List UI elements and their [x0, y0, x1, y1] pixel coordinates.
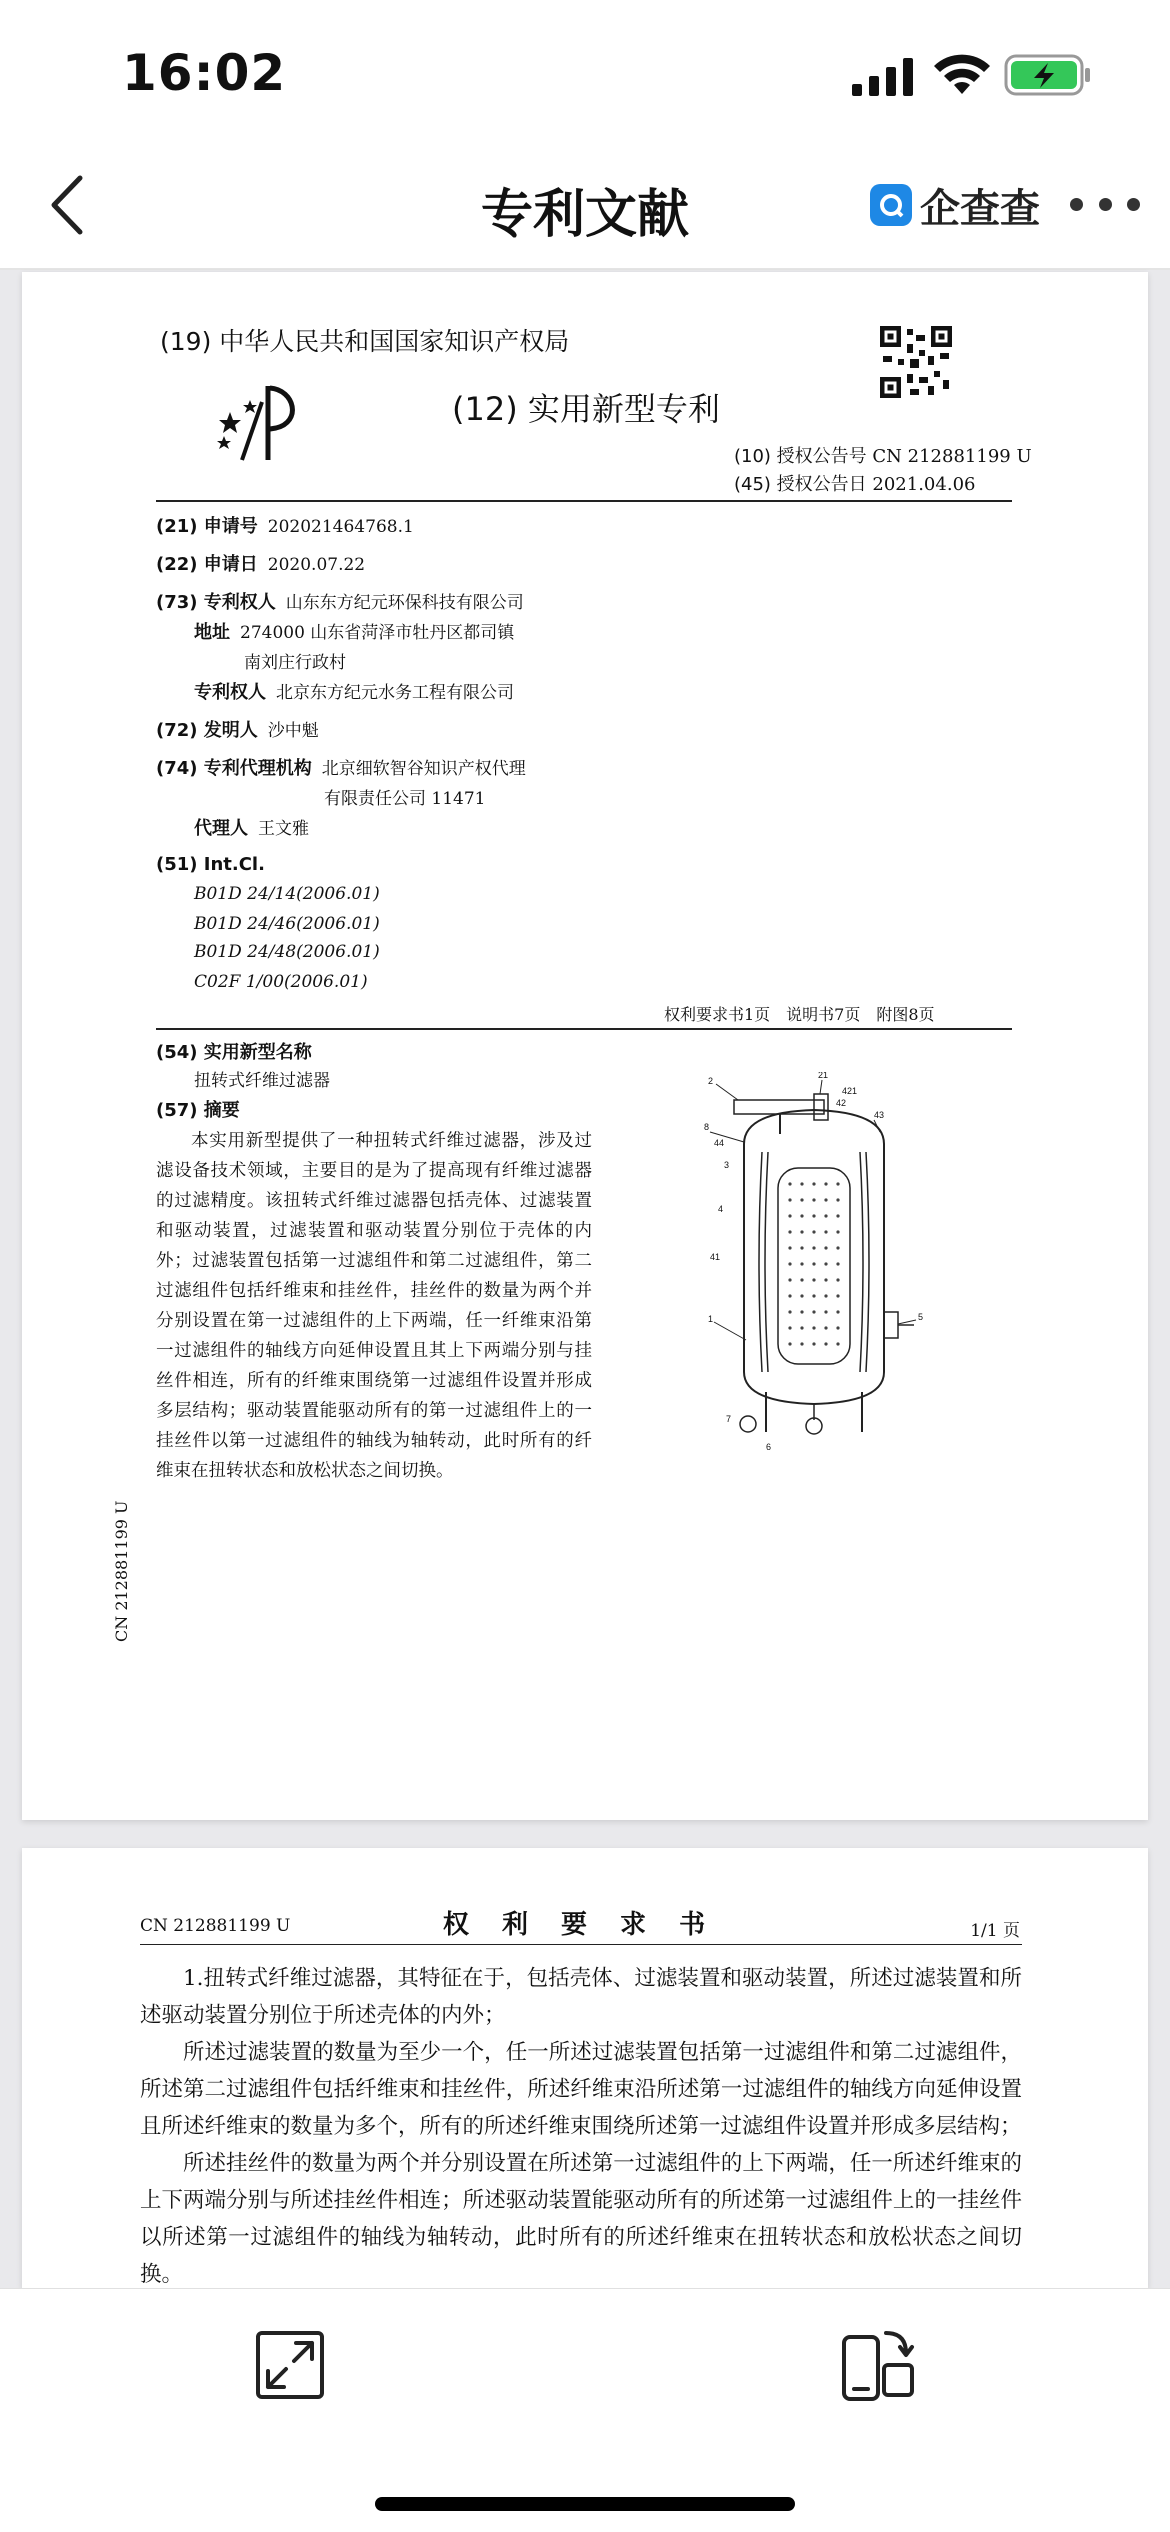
- wifi-icon: [932, 52, 992, 96]
- claim-paragraph: 1.扭转式纤维过滤器，其特征在于，包括壳体、过滤装置和驱动装置，所述过滤装置和所述驱动装置分别位于所述壳体的内外；: [140, 1966, 1022, 2028]
- page-indicator: 1/1 页: [970, 1921, 1020, 1941]
- fullscreen-expand-button[interactable]: [254, 2329, 326, 2401]
- figure-label: 41: [710, 1252, 721, 1262]
- utility-model-title: 扭转式纤维过滤器: [194, 1071, 330, 1091]
- brand-icon: [870, 184, 912, 226]
- grant-date-label: (45) 授权公告日: [734, 474, 867, 495]
- side-publication-number: CN 212881199 U: [112, 1500, 131, 1642]
- more-dot-icon: [1070, 198, 1083, 211]
- ipc-code: B01D 24/48(2006.01): [194, 942, 380, 962]
- patent-office: (19) 中华人民共和国国家知识产权局: [160, 327, 570, 356]
- figure-label: 44: [714, 1138, 725, 1148]
- rotate-screen-button[interactable]: [840, 2325, 916, 2405]
- cellular-signal-icon: [852, 56, 914, 96]
- page-count: 权利要求书1页 说明书7页 附图8页: [664, 1005, 935, 1024]
- field-application-date: (22) 申请日 2020.07.22: [156, 554, 366, 575]
- grant-date: [734, 470, 975, 496]
- divider: [140, 1944, 1022, 1945]
- figure-label: 421: [842, 1086, 858, 1096]
- more-options-button[interactable]: [1070, 184, 1140, 224]
- figure-label: 5: [918, 1312, 924, 1322]
- field-inventor: (72) 发明人 沙中魁: [156, 720, 319, 741]
- nav-bar: [0, 140, 1170, 270]
- claims-title: 权 利 要 求 书: [442, 1910, 718, 1940]
- abstract-label: (57) 摘要: [156, 1100, 240, 1121]
- more-dot-icon: [1099, 198, 1112, 211]
- grant-number-value: CN 212881199 U: [872, 446, 1032, 467]
- grant-number-label: (10) 授权公告号: [734, 446, 867, 467]
- publication-number: CN 212881199 U: [140, 1916, 291, 1936]
- figure-label: 7: [726, 1414, 732, 1424]
- page-title: 专利文献: [480, 185, 689, 245]
- figure-label: 3: [724, 1160, 730, 1170]
- brand-name: 企查查: [920, 185, 1040, 232]
- field-agency-cont: 有限责任公司 11471: [324, 789, 486, 809]
- battery-charging-icon: [1004, 54, 1092, 96]
- field-agent: 代理人 王文雅: [194, 818, 309, 839]
- field-agency: (74) 专利代理机构 北京细软智谷知识产权代理: [156, 758, 526, 779]
- grant-date-value: 2021.04.06: [872, 474, 976, 495]
- abstract-text: 本实用新型提供了一种扭转式纤维过滤器，涉及过滤设备技术领域，主要目的是为了提高现有纤维过滤器的过滤精度。该扭转式纤维过滤器包括壳体、过滤装置和驱动装置，过滤装置和驱动装置分别位于壳体的内外；过滤装置包括第一过滤组件和第二过滤组件，第二过滤组件包括纤维束和挂丝件，挂丝件的数量为两个并分别设置在第一过滤组件的上下两端，任一纤维束沿第一过滤组件的轴线方向延伸设置且其上下两端分别与挂丝件相连，所有的纤维束围绕第一过滤组件设置并形成多层结构；驱动装置能驱动所有的第一过滤组件上的一挂丝件以第一过滤组件的轴线为轴转动，此时所有的纤维束在扭转状态和放松状态之间切换。: [156, 1131, 592, 1481]
- status-bar: [0, 0, 1170, 140]
- ipc-code: B01D 24/14(2006.01): [194, 884, 380, 904]
- patent-office-emblem-icon: [210, 382, 320, 462]
- field-patentee-2: 专利权人 北京东方纪元水务工程有限公司: [194, 682, 514, 703]
- figure-label: 42: [836, 1098, 847, 1108]
- figure-label: 1: [708, 1314, 714, 1324]
- ipc-code: B01D 24/46(2006.01): [194, 914, 380, 934]
- filter-drawing-figure: [704, 1072, 944, 1472]
- grant-number: [734, 442, 1032, 468]
- home-indicator[interactable]: [375, 2497, 795, 2511]
- field-application-no: (21) 申请号 202021464768.1: [156, 516, 414, 537]
- field-address-cont: 南刘庄行政村: [244, 653, 346, 673]
- figure-label: 6: [766, 1442, 772, 1452]
- figure-label: 21: [818, 1072, 829, 1080]
- claims-header: [140, 1904, 1020, 1944]
- figure-label: 43: [874, 1110, 885, 1120]
- figure-label: 8: [704, 1122, 710, 1132]
- figure-label: 4: [718, 1204, 724, 1214]
- document-type: (12) 实用新型专利: [452, 390, 720, 428]
- claims-text: [140, 1960, 1022, 2288]
- figure-label: 2: [708, 1076, 714, 1086]
- title-label: (54) 实用新型名称: [156, 1042, 312, 1063]
- field-ipc: (51) Int.Cl.: [156, 854, 265, 875]
- field-address: 地址 274000 山东省菏泽市牡丹区都司镇: [194, 622, 515, 643]
- document-page-2: [22, 1848, 1148, 2288]
- claim-paragraph: 所述挂丝件的数量为两个并分别设置在所述第一过滤组件的上下两端，任一所述纤维束的上下两端分别与所述挂丝件相连；所述驱动装置能驱动所有的所述第一过滤组件上的一挂丝件以所述第一过滤组件的轴线为轴转动，此时所有的所述纤维束在扭转状态和放松状态之间切换。: [140, 2151, 1022, 2287]
- divider: [156, 1028, 1012, 1030]
- divider: [156, 500, 1012, 502]
- ipc-code: C02F 1/00(2006.01): [194, 972, 368, 992]
- field-patentee: (73) 专利权人 山东东方纪元环保科技有限公司: [156, 592, 524, 613]
- qr-code-icon: [880, 326, 952, 398]
- bottom-toolbar: [0, 2288, 1170, 2532]
- brand-logo: [870, 178, 1040, 232]
- status-time: 16:02: [122, 44, 287, 102]
- more-dot-icon: [1127, 198, 1140, 211]
- claim-paragraph: 所述过滤装置的数量为至少一个，任一所述过滤装置包括第一过滤组件和第二过滤组件，所述第二过滤组件包括纤维束和挂丝件，所述纤维束沿所述第一过滤组件的轴线方向延伸设置且所述纤维束的数量为多个，所有的所述纤维束围绕所述第一过滤组件设置并形成多层结构；: [140, 2040, 1022, 2139]
- document-page-1: [22, 272, 1148, 1820]
